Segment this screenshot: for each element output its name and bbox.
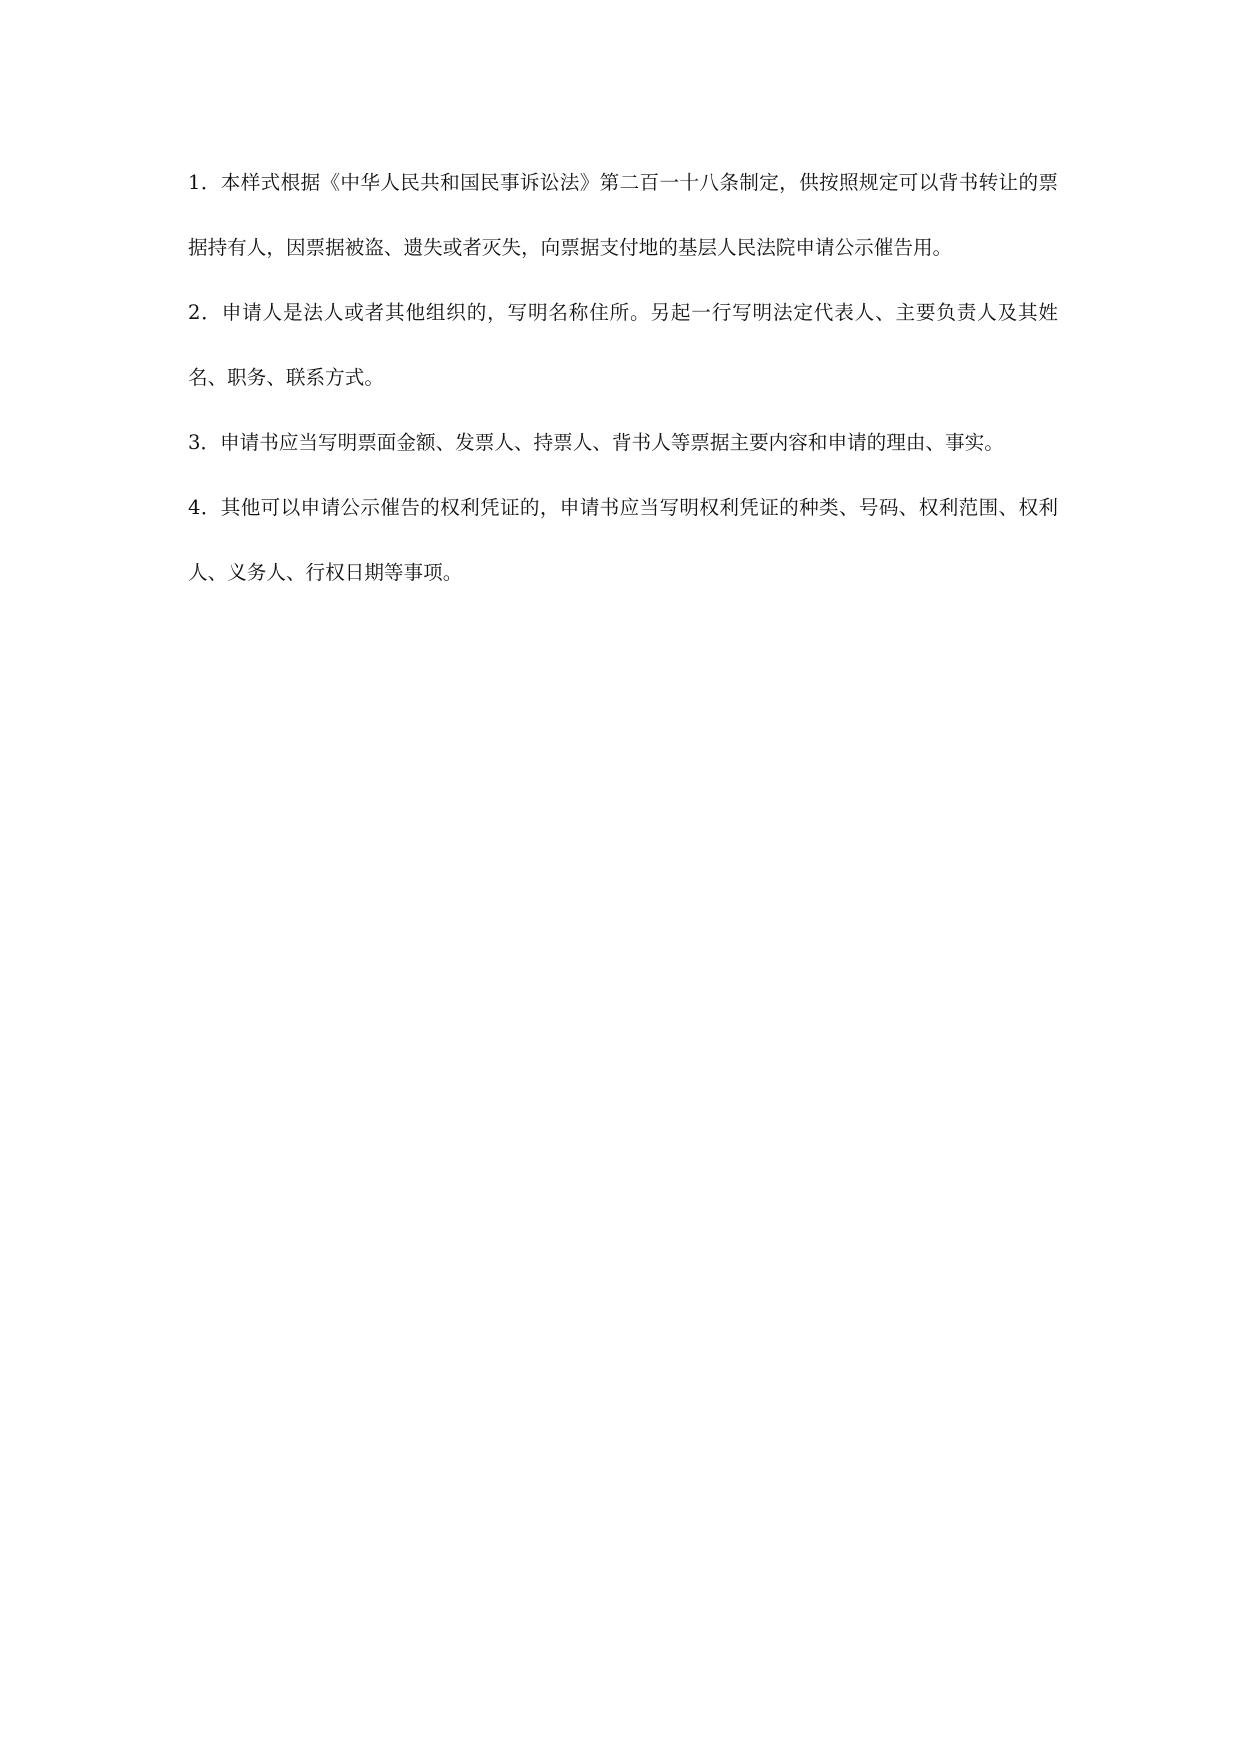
note-paragraph-4: 4．其他可以申请公示催告的权利凭证的，申请书应当写明权利凭证的种类、号码、权利范围、权利人、义务人、行权日期等事项。: [188, 496, 1058, 584]
note-paragraph-2: 2．申请人是法人或者其他组织的，写明名称住所。另起一行写明法定代表人、主要负责人及其姓名、职务、联系方式。: [188, 301, 1058, 389]
note-paragraph-1: 1．本样式根据《中华人民共和国民事诉讼法》第二百一十八条制定，供按照规定可以背书转让的票据持有人，因票据被盗、遗失或者灭失，向票据支付地的基层人民法院申请公示催告用。: [188, 171, 1058, 259]
notes-section: [188, 150, 1058, 605]
note-paragraph-3: 3．申请书应当写明票面金额、发票人、持票人、背书人等票据主要内容和申请的理由、事实。: [188, 431, 1004, 454]
